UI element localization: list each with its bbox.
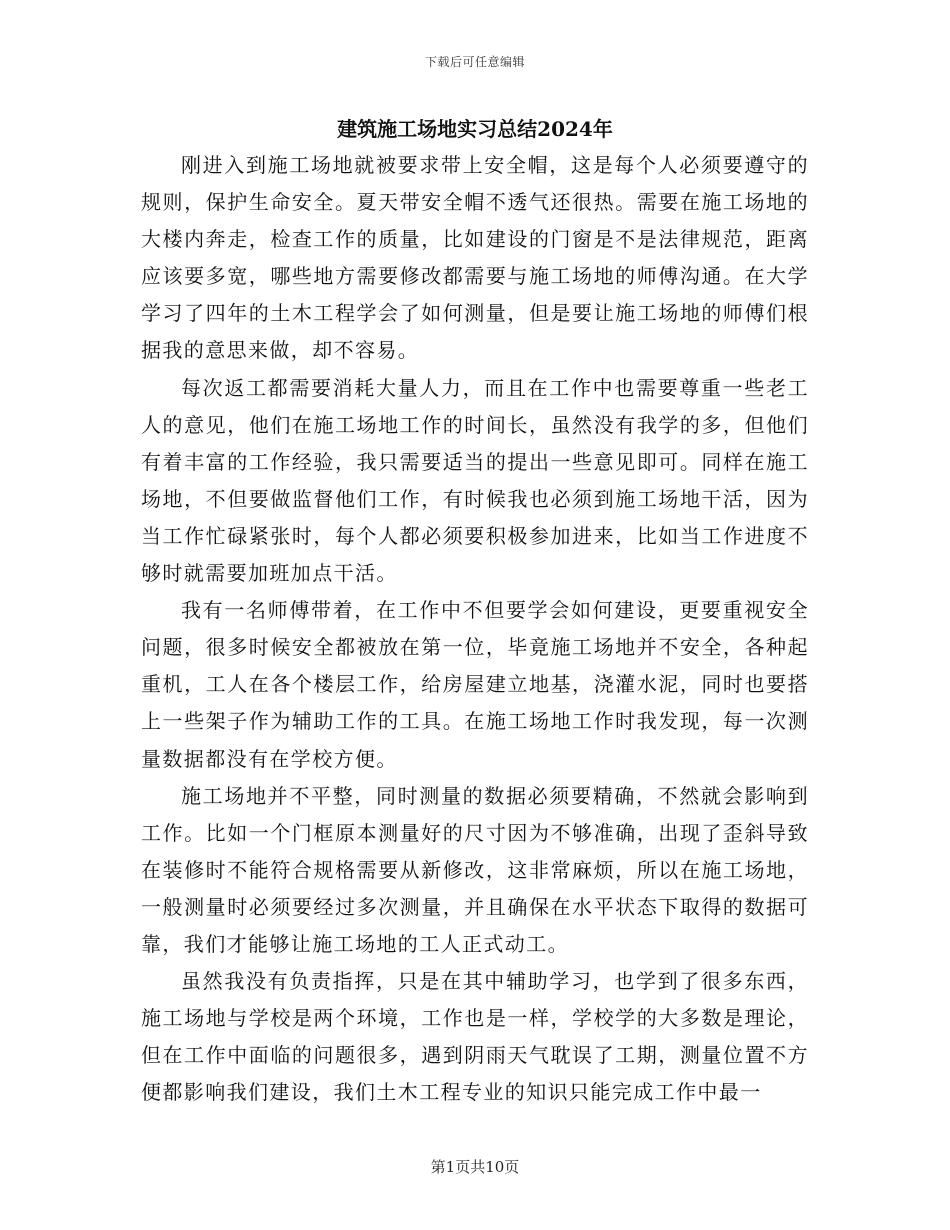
paragraph: 我有一名师傅带着，在工作中不但要学会如何建设，更要重视安全问题，很多时候安全都被放在第一位，毕竟施工场地并不安全，各种起重机，工人在各个楼层工作，给房屋建立地基，浇灌水泥，同时也要搭上一些架子作为辅助工作的工具。在施工场地工作时我发现，每一次测量数据都没有在学校方便。 (141, 598, 809, 771)
header-note: 下载后可任意编辑 (424, 55, 525, 69)
paragraph: 施工场地并不平整，同时测量的数据必须要精确，不然就会影响到工作。比如一个门框原本测量好的尺寸因为不够准确，出现了歪斜导致在装修时不能符合规格需要从新修改，这非常麻烦，所以在施工场地，一般测量时必须要经过多次测量，并且确保在水平状态下取得的数据可靠，我们才能够让施工场地的工人正式动工。 (141, 783, 809, 956)
paragraph: 虽然我没有负责指挥，只是在其中辅助学习，也学到了很多东西，施工场地与学校是两个环境，工作也是一样，学校学的大多数是理论，但在工作中面临的问题很多，遇到阴雨天气耽误了工期，测量位置不方便都影响我们建设，我们土木工程专业的知识只能完成工作中最一 (141, 969, 809, 1105)
paragraph: 刚进入到施工场地就被要求带上安全帽，这是每个人必须要遵守的规则，保护生命安全。夏天带安全帽不透气还很热。需要在施工场地的大楼内奔走，检查工作的质量，比如建设的门窗是不是法律规范，距离应该要多宽，哪些地方需要修改都需要与施工场地的师傅沟通。在大学学习了四年的土木工程学会了如何测量，但是要让施工场地的师傅们根据我的意思来做，却不容易。 (141, 153, 809, 363)
page-number: 第1页共10页 (430, 1158, 520, 1176)
document-body (141, 147, 809, 1111)
paragraph: 每次返工都需要消耗大量人力，而且在工作中也需要尊重一些老工人的意见，他们在施工场地工作的时间长，虽然没有我学的多，但他们有着丰富的工作经验，我只需要适当的提出一些意见即可。同样在施工场地，不但要做监督他们工作，有时候我也必须到施工场地干活，因为当工作忙碌紧张时，每个人都必须要积极参加进来，比如当工作进度不够时就需要加班加点干活。 (141, 375, 809, 586)
document-title: 建筑施工场地实习总结2024年 (337, 117, 613, 141)
